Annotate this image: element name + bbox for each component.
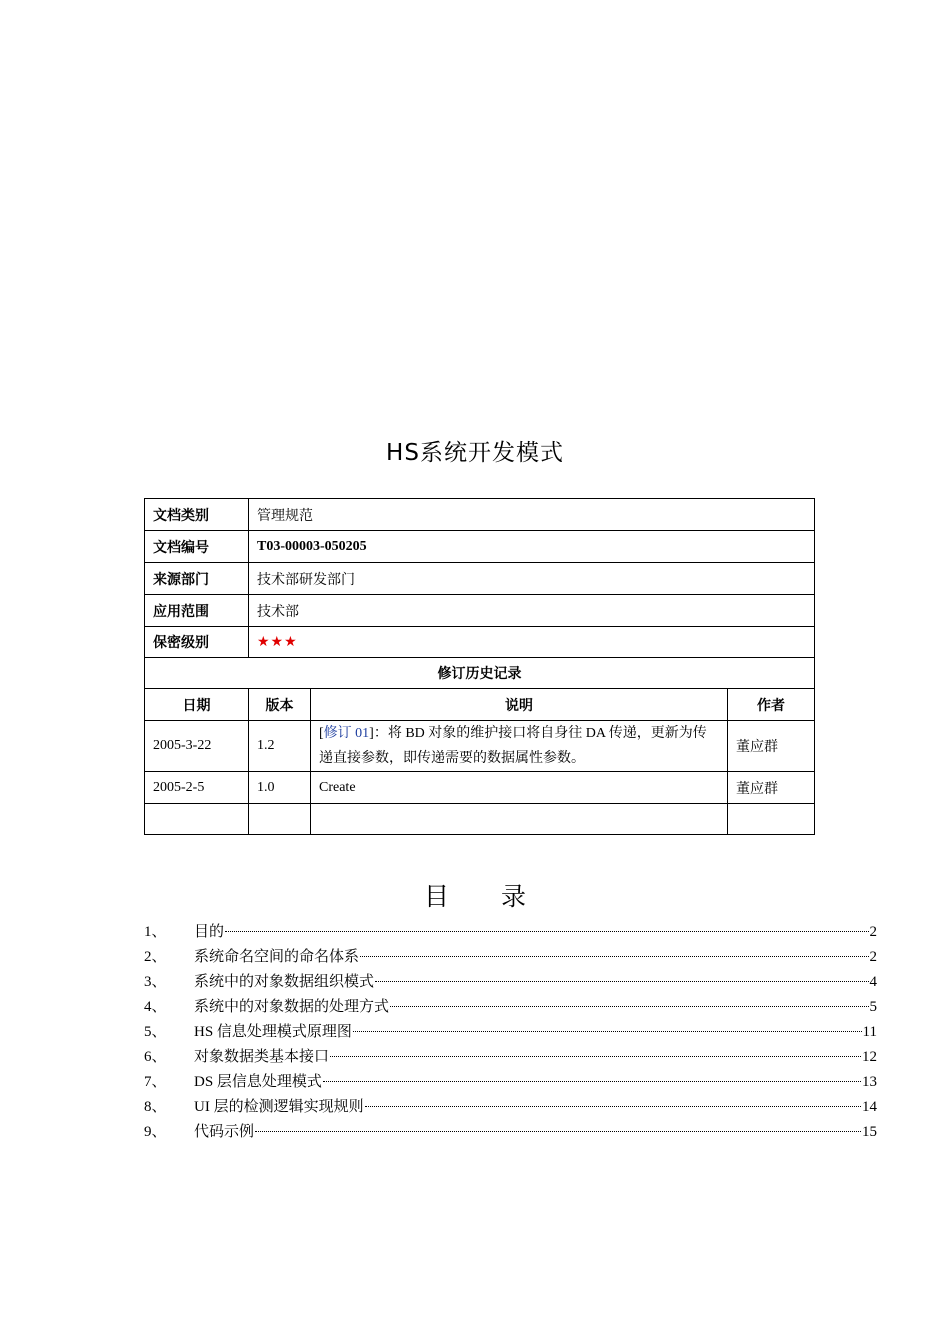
toc-item-text: HS 信息处理模式原理图 — [194, 1024, 352, 1040]
toc-item-number: 5、 — [144, 1024, 167, 1040]
toc-leader-dots — [375, 981, 868, 982]
row-revision-header — [145, 658, 815, 689]
secrecy-stars-icon: ★★★ — [249, 627, 815, 658]
toc-item-page: 13 — [862, 1074, 877, 1090]
secrecy-label: 保密级别 — [145, 627, 249, 658]
toc-item-page: 12 — [862, 1049, 877, 1065]
toc-item-number: 7、 — [144, 1074, 167, 1090]
toc-title-char-2: 录 — [501, 882, 527, 911]
desc-bracket: [ — [319, 726, 324, 741]
row-doc-type — [145, 499, 815, 531]
row-column-headers — [145, 689, 815, 721]
toc-title-char-1: 目 — [423, 882, 449, 911]
document-title: HS系统开发模式 — [386, 440, 564, 466]
table-of-contents — [144, 920, 877, 1145]
toc-leader-dots — [323, 1081, 861, 1082]
toc-leader-dots — [330, 1056, 861, 1057]
toc-item-number: 2、 — [144, 949, 167, 965]
source-value: 技术部研发部门 — [249, 563, 815, 595]
toc-leader-dots — [365, 1106, 861, 1107]
toc-item-text: 目的 — [194, 924, 225, 940]
col-header-desc: 说明 — [311, 689, 728, 721]
toc-item[interactable] — [144, 1095, 877, 1120]
scope-value: 技术部 — [249, 595, 815, 627]
toc-item-text: 系统命名空间的命名体系 — [194, 949, 360, 965]
col-header-author: 作者 — [728, 689, 815, 721]
doc-no-value: T03-00003-050205 — [249, 531, 815, 563]
toc-leader-dots — [390, 1006, 868, 1007]
revision-history-header: 修订历史记录 — [145, 658, 815, 689]
toc-item[interactable] — [144, 920, 877, 945]
source-label: 来源部门 — [145, 563, 249, 595]
revision-version: 1.2 — [249, 721, 311, 772]
toc-item-number: 9、 — [144, 1124, 167, 1140]
row-scope — [145, 595, 815, 627]
toc-item[interactable] — [144, 995, 877, 1020]
scope-label: 应用范围 — [145, 595, 249, 627]
toc-item-page: 5 — [869, 999, 877, 1015]
table-row — [145, 721, 815, 772]
toc-item-page: 15 — [862, 1124, 877, 1140]
col-header-date: 日期 — [145, 689, 249, 721]
revision-link[interactable]: 修订 01 — [323, 726, 370, 741]
row-secrecy — [145, 627, 815, 658]
desc-text: ]：将 BD 对象的维护接口将自身往 DA 传递，更新为传递直接参数，即传递需要的数据属性参数。 — [319, 726, 707, 766]
toc-item[interactable] — [144, 1045, 877, 1070]
toc-item[interactable] — [144, 1020, 877, 1045]
toc-item-page: 11 — [862, 1024, 877, 1040]
toc-leader-dots — [360, 956, 868, 957]
toc-title — [0, 877, 950, 913]
revision-author: 董应群 — [728, 772, 815, 804]
revision-author: 董应群 — [728, 721, 815, 772]
toc-item[interactable] — [144, 1070, 877, 1095]
toc-item-number: 3、 — [144, 974, 167, 990]
revision-desc: Create — [311, 772, 728, 804]
toc-item-text: 代码示例 — [194, 1124, 255, 1140]
toc-leader-dots — [255, 1131, 861, 1132]
toc-item-number: 6、 — [144, 1049, 167, 1065]
revision-desc — [311, 721, 728, 772]
document-info-table — [144, 498, 815, 835]
toc-item-text: 系统中的对象数据组织模式 — [194, 974, 375, 990]
revision-date: 2005-2-5 — [145, 772, 249, 804]
toc-leader-dots — [353, 1031, 862, 1032]
toc-item[interactable] — [144, 945, 877, 970]
toc-item-page: 2 — [869, 924, 877, 940]
toc-item-text: UI 层的检测逻辑实现规则 — [194, 1099, 364, 1115]
revision-date: 2005-3-22 — [145, 721, 249, 772]
row-doc-no — [145, 531, 815, 563]
doc-type-label: 文档类别 — [145, 499, 249, 531]
toc-leader-dots — [225, 931, 868, 932]
col-header-version: 版本 — [249, 689, 311, 721]
toc-item-page: 2 — [869, 949, 877, 965]
toc-item-number: 1、 — [144, 924, 167, 940]
toc-item-page: 14 — [862, 1099, 877, 1115]
doc-no-label: 文档编号 — [145, 531, 249, 563]
revision-version: 1.0 — [249, 772, 311, 804]
toc-item-text: 对象数据类基本接口 — [194, 1049, 330, 1065]
doc-type-value: 管理规范 — [249, 499, 815, 531]
toc-item[interactable] — [144, 970, 877, 995]
table-row-empty — [145, 804, 815, 835]
row-source — [145, 563, 815, 595]
toc-item-page: 4 — [869, 974, 877, 990]
toc-item-number: 8、 — [144, 1099, 167, 1115]
table-row — [145, 772, 815, 804]
toc-item-number: 4、 — [144, 999, 167, 1015]
toc-item-text: DS 层信息处理模式 — [194, 1074, 322, 1090]
toc-item-text: 系统中的对象数据的处理方式 — [194, 999, 390, 1015]
toc-item[interactable] — [144, 1120, 877, 1145]
